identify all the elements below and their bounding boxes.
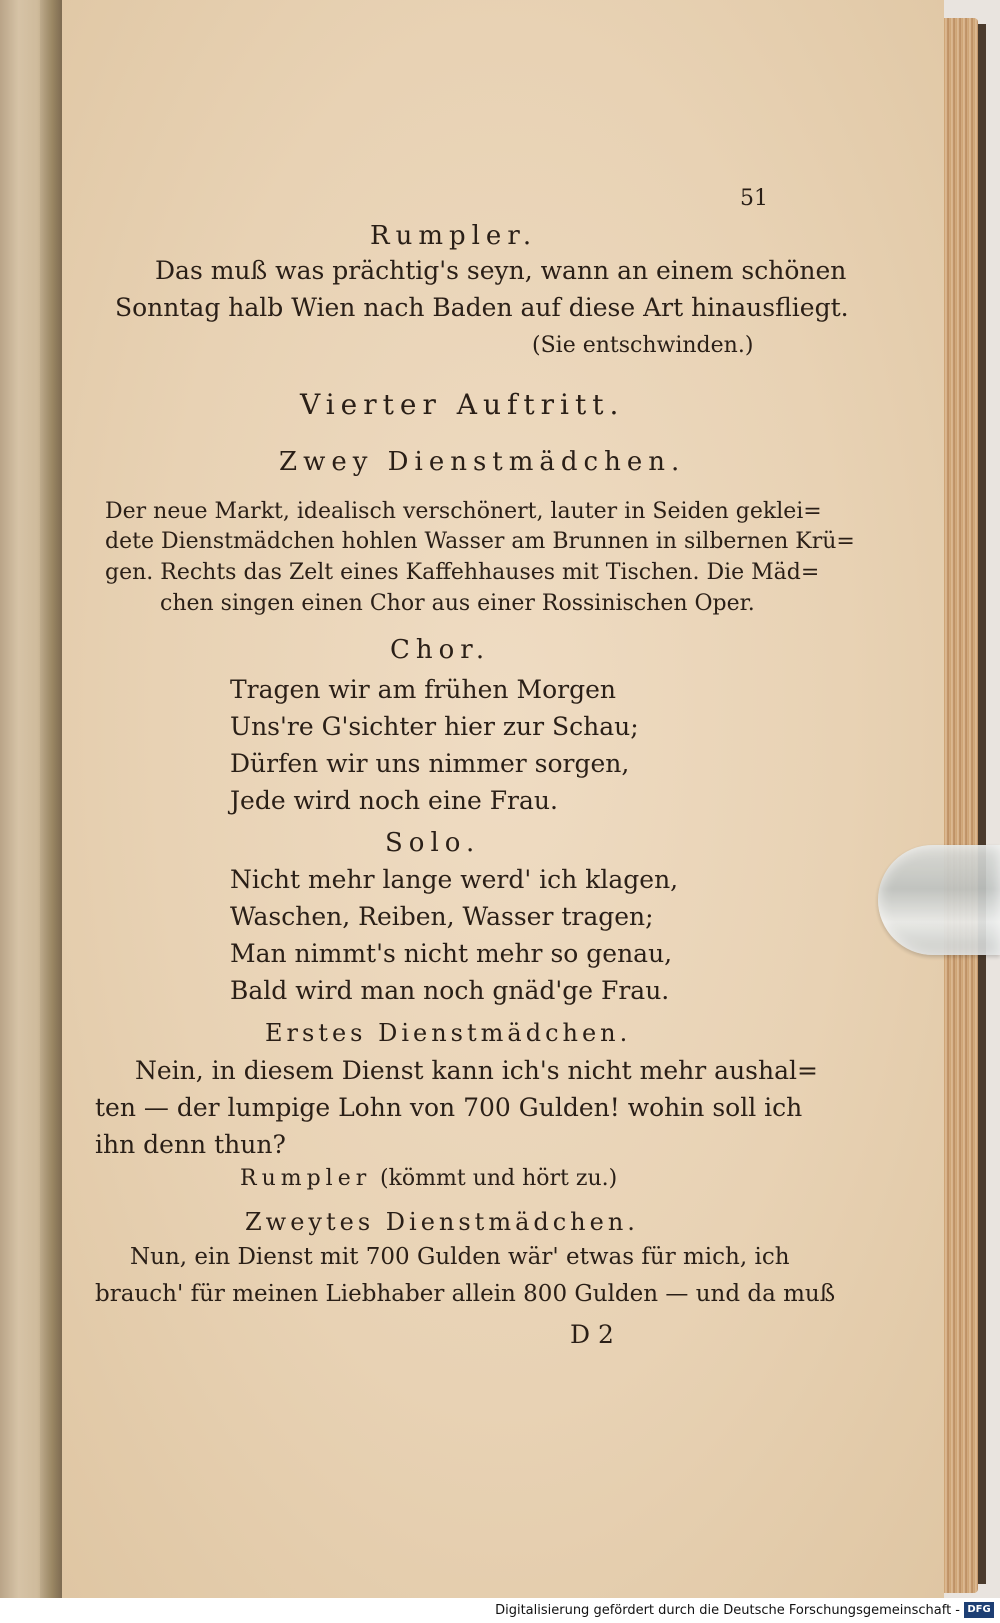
- scene-description-line: Der neue Markt, idealisch verschönert, lauter in Seiden geklei=: [105, 499, 822, 524]
- signature-mark: D 2: [570, 1320, 614, 1349]
- book-cover-edge: [978, 24, 986, 1584]
- dfg-logo-icon: DFG: [964, 1602, 994, 1618]
- scene-title: Vierter Auftritt.: [300, 388, 625, 421]
- footer-credit: Digitalisierung gefördert durch die Deutsche Forschungsgemeinschaft -: [495, 1603, 960, 1618]
- chor-heading: Chor.: [390, 635, 491, 665]
- speaker-rumpler: Rumpler.: [370, 221, 538, 251]
- text-line: Sonntag halb Wien nach Baden auf diese Art hinausfliegt.: [115, 293, 849, 322]
- verse-line: Jede wird noch eine Frau.: [230, 786, 558, 815]
- footer-bar: [0, 1598, 1000, 1623]
- text-line: ihn denn thun?: [95, 1130, 286, 1159]
- stage-direction: (kömmt und hört zu.): [380, 1166, 618, 1191]
- verse-line: Man nimmt's nicht mehr so genau,: [230, 939, 673, 968]
- text-line: Nun, ein Dienst mit 700 Gulden wär' etwas für mich, ich: [130, 1244, 790, 1270]
- verse-line: Nicht mehr lange werd' ich klagen,: [230, 865, 679, 894]
- page-clip: [878, 845, 1000, 955]
- verse-line: Waschen, Reiben, Wasser tragen;: [230, 902, 654, 931]
- solo-heading: Solo.: [385, 828, 481, 858]
- book-binding: [0, 0, 62, 1598]
- text-line: Das muß was prächtig's seyn, wann an einem schönen: [155, 256, 847, 285]
- scene-description-line: chen singen einen Chor aus einer Rossinischen Oper.: [160, 591, 755, 616]
- text-line: Nein, in diesem Dienst kann ich's nicht mehr aushal=: [135, 1056, 818, 1085]
- book-page: [62, 0, 944, 1598]
- verse-line: Bald wird man noch gnäd'ge Frau.: [230, 976, 670, 1005]
- verse-line: Tragen wir am frühen Morgen: [230, 675, 616, 704]
- scene-description-line: gen. Rechts das Zelt eines Kaffehhauses mit Tischen. Die Mäd=: [105, 560, 820, 585]
- stage-direction: (Sie entschwinden.): [532, 333, 754, 358]
- text-line: ten — der lumpige Lohn von 700 Gulden! wohin soll ich: [95, 1093, 803, 1122]
- speaker-rumpler: Rumpler: [240, 1166, 372, 1191]
- page-edges: [944, 18, 978, 1593]
- speaker-zweytes-dienstmaedchen: Zweytes Dienstmädchen.: [245, 1208, 639, 1236]
- verse-line: Uns're G'sichter hier zur Schau;: [230, 712, 639, 741]
- text-line: brauch' für meinen Liebhaber allein 800 Gulden — und da muß: [95, 1281, 836, 1307]
- page-number: 51: [740, 186, 768, 211]
- verse-line: Dürfen wir uns nimmer sorgen,: [230, 749, 630, 778]
- speaker-erstes-dienstmaedchen: Erstes Dienstmädchen.: [265, 1019, 632, 1047]
- scene-persons: Zwey Dienstmädchen.: [279, 447, 686, 477]
- scene-description-line: dete Dienstmädchen hohlen Wasser am Brunnen in silbernen Krü=: [105, 529, 855, 554]
